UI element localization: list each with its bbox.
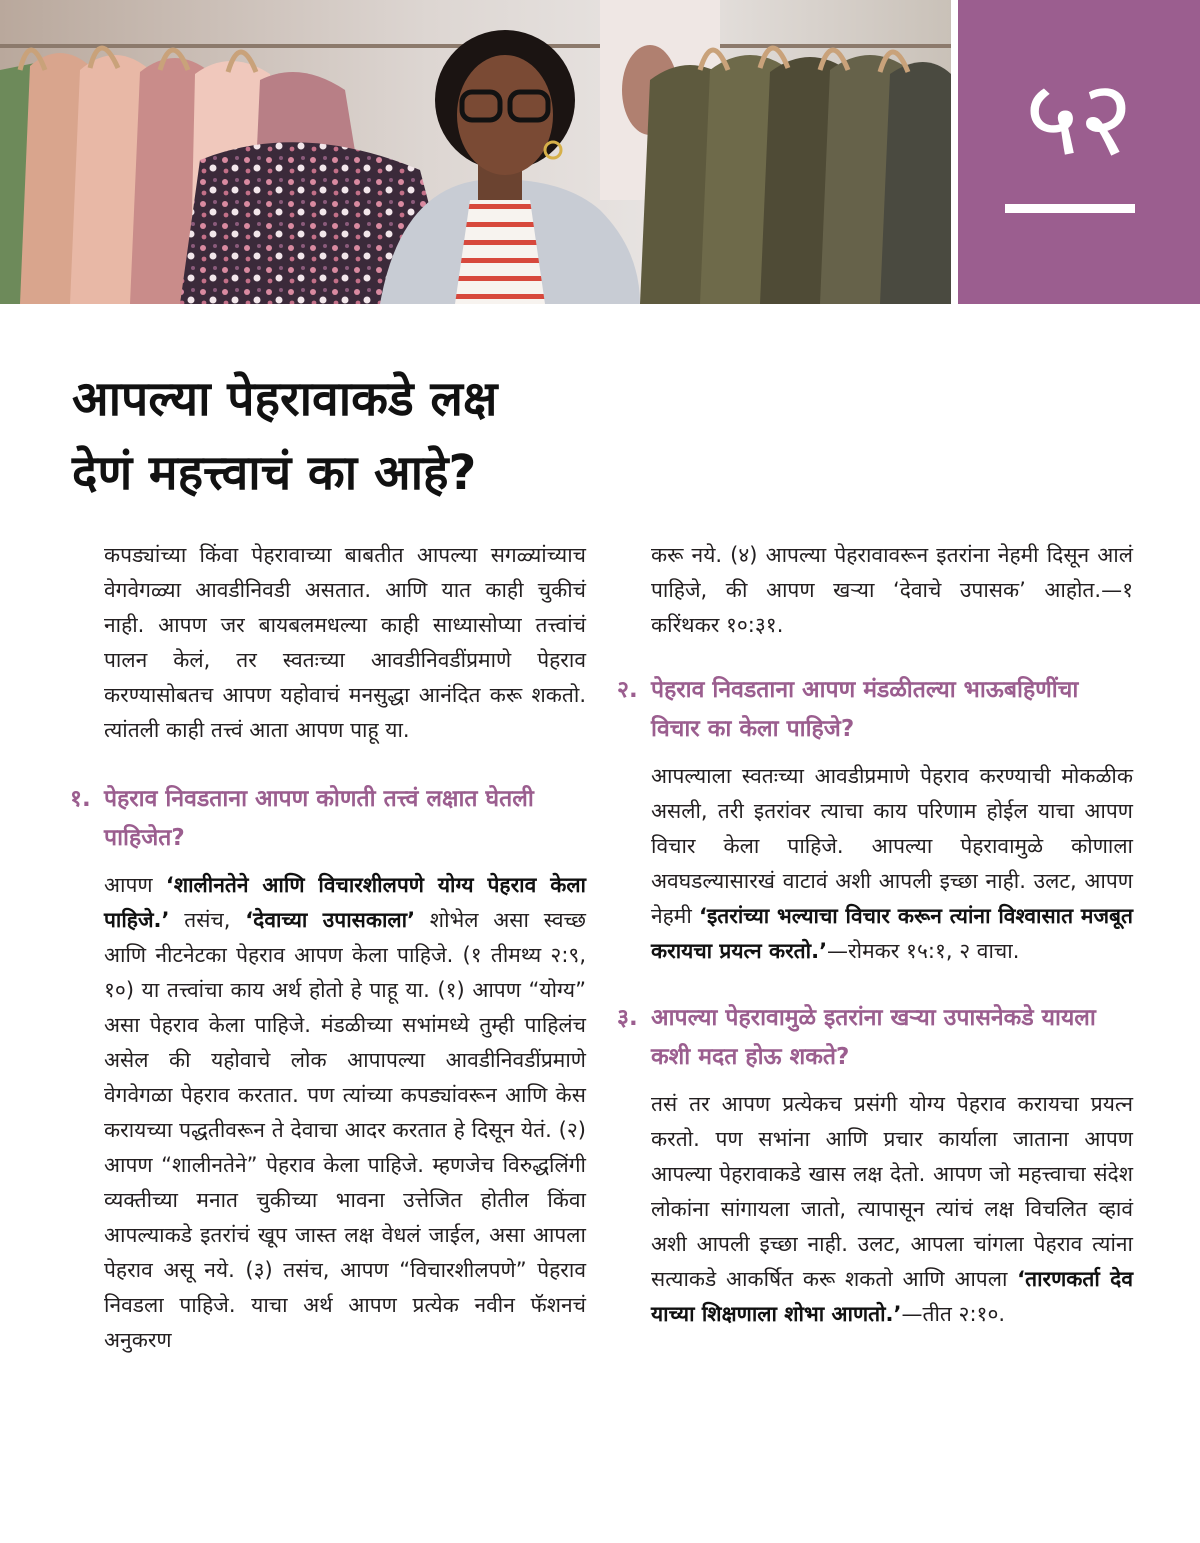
section-2-paragraph [651,759,1133,969]
question-text-3: आपल्या पेहरावामुळे इतरांना खऱ्या उपासनेकडे यायला कशी मदत होऊ शकते? [651,1005,1096,1070]
intro-paragraph: कपड्यांच्या किंवा पेहरावाच्या बाबतीत आपल्या सगळ्यांच्याच वेगवेगळ्या आवडीनिवडी असतात. आणि यात काही चुकीचं नाही. आपण जर बायबलमधल्या काही साध्यासोप्या तत्त्वांचं पालन केलं, तर स्वतःच्या आवडीनिवडींप्रमाणे पेहराव करण्यासोबतच आपण यहोवाचं मनसुद्धा आनंदित करू शकतो. त्यांतली काही तत्त्वं आता आपण पाहू या. [104,543,586,742]
hero-photo [0,0,951,304]
lesson-number: ५२ [1024,57,1134,179]
lesson-number-box [958,0,1200,304]
question-text-2: पेहराव निवडताना आपण मंडळीतल्या भाऊबहिणींचा विचार का केला पाहिजे? [651,677,1079,742]
question-text-1: पेहराव निवडताना आपण कोणती तत्त्वं लक्षात घेतली पाहिजेत? [104,786,534,851]
section-1-text-b: तसंच, [169,908,246,932]
question-heading-2 [617,671,1133,749]
section-3-bold-a: ‘तारणकर्ता देव याच्या शिक्षणाला शोभा आणतो.’ [651,1267,1133,1326]
question-number-1: १. [70,786,91,812]
page-title-line-1: आपल्या पेहरावाकडे लक्ष [72,371,498,427]
question-heading-1 [70,780,586,858]
section-1-text-a: आपण [104,873,166,897]
section-1-paragraph [104,868,586,1358]
woman-shopping-clothes-photo [0,0,951,304]
section-1-bold-b: ‘देवाच्या उपासकाला’ [245,908,416,932]
section-1-continuation: करू नये. (४) आपल्या पेहरावावरून इतरांना नेहमी दिसून आलं पाहिजे, की आपण खऱ्या ‘देवाचे उपासक’ आहोत.—१ करिंथकर १०:३१. [651,543,1133,637]
section-3-text-a: तसं तर आपण प्रत्येकच प्रसंगी योग्य पेहराव करायचा प्रयत्न करतो. पण सभांना आणि प्रचार कार्याला जाताना आपण आपल्या पेहरावाकडे खास लक्ष देतो. आपण जो महत्त्वाचा संदेश लोकांना सांगायला जातो, त्यापासून त्यांचं लक्ष विचलित व्हावं अशी आपली इच्छा नाही. उलट, आपला चांगला पेहराव त्यांना सत्याकडे आकर्षित करू शकतो आणि आपला [651,1092,1133,1291]
section-3-paragraph [651,1087,1133,1332]
question-number-2: २. [617,677,638,703]
section-2-text-b: —रोमकर १५:१, २ वाचा. [827,939,1020,963]
lesson-underline [1005,204,1135,213]
section-2-text-a: आपल्याला स्वतःच्या आवडीप्रमाणे पेहराव करण्याची मोकळीक असली, तरी इतरांवर त्याचा काय परिणाम होईल याचा आपण विचार केला पाहिजे. आपल्या पेहरावामुळे कोणाला अवघडल्यासारखं वाटावं अशी आपली इच्छा नाही. उलट, आपण नेहमी [651,764,1133,928]
page-title [72,362,832,510]
right-column [617,538,1133,1332]
page-title-line-2: देणं महत्त्वाचं का आहे? [72,445,477,501]
section-2-bold-a: ‘इतरांच्या भल्याचा विचार करून त्यांना विश्वासात मजबूत करायचा प्रयत्न करतो.’ [651,904,1133,963]
section-1-text-c: शोभेल असा स्वच्छ आणि नीटनेटका पेहराव आपण केला पाहिजे. (१ तीमथ्य २:९, १०) या तत्त्वांचा काय अर्थ होतो हे पाहू या. (१) आपण “योग्य” असा पेहराव केला पाहिजे. मंडळीच्या सभांमध्ये तुम्ही पाहिलंच असेल की यहोवाचे लोक आपापल्या आवडीनिवडींप्रमाणे वेगवेगळा पेहराव करतात. पण त्यांच्या कपड्यांवरून आणि केस करायच्या पद्धतीवरून ते देवाचा आदर करतात हे दिसून येतं. (२) आपण “शालीनतेने” पेहराव केला पाहिजे. म्हणजेच विरुद्धलिंगी व्यक्तीच्या मनात चुकीच्या भावना उत्तेजित होतील किंवा आपल्याकडे इतरांचं खूप जास्त लक्ष वेधलं जाईल, असा आपला पेहराव असू नये. (३) तसंच, आपण “विचारशीलपणे” पेहराव निवडला पाहिजे. याचा अर्थ आपण प्रत्येक नवीन फॅशनचं अनुकरण [104,908,586,1352]
question-heading-3 [617,999,1133,1077]
section-1-bold-a: ‘शालीनतेने आणि विचारशीलपणे योग्य पेहराव केला पाहिजे.’ [104,873,586,932]
left-column [70,538,586,1358]
section-3-text-b: —तीत २:१०. [901,1302,1006,1326]
question-number-3: ३. [617,1005,638,1031]
